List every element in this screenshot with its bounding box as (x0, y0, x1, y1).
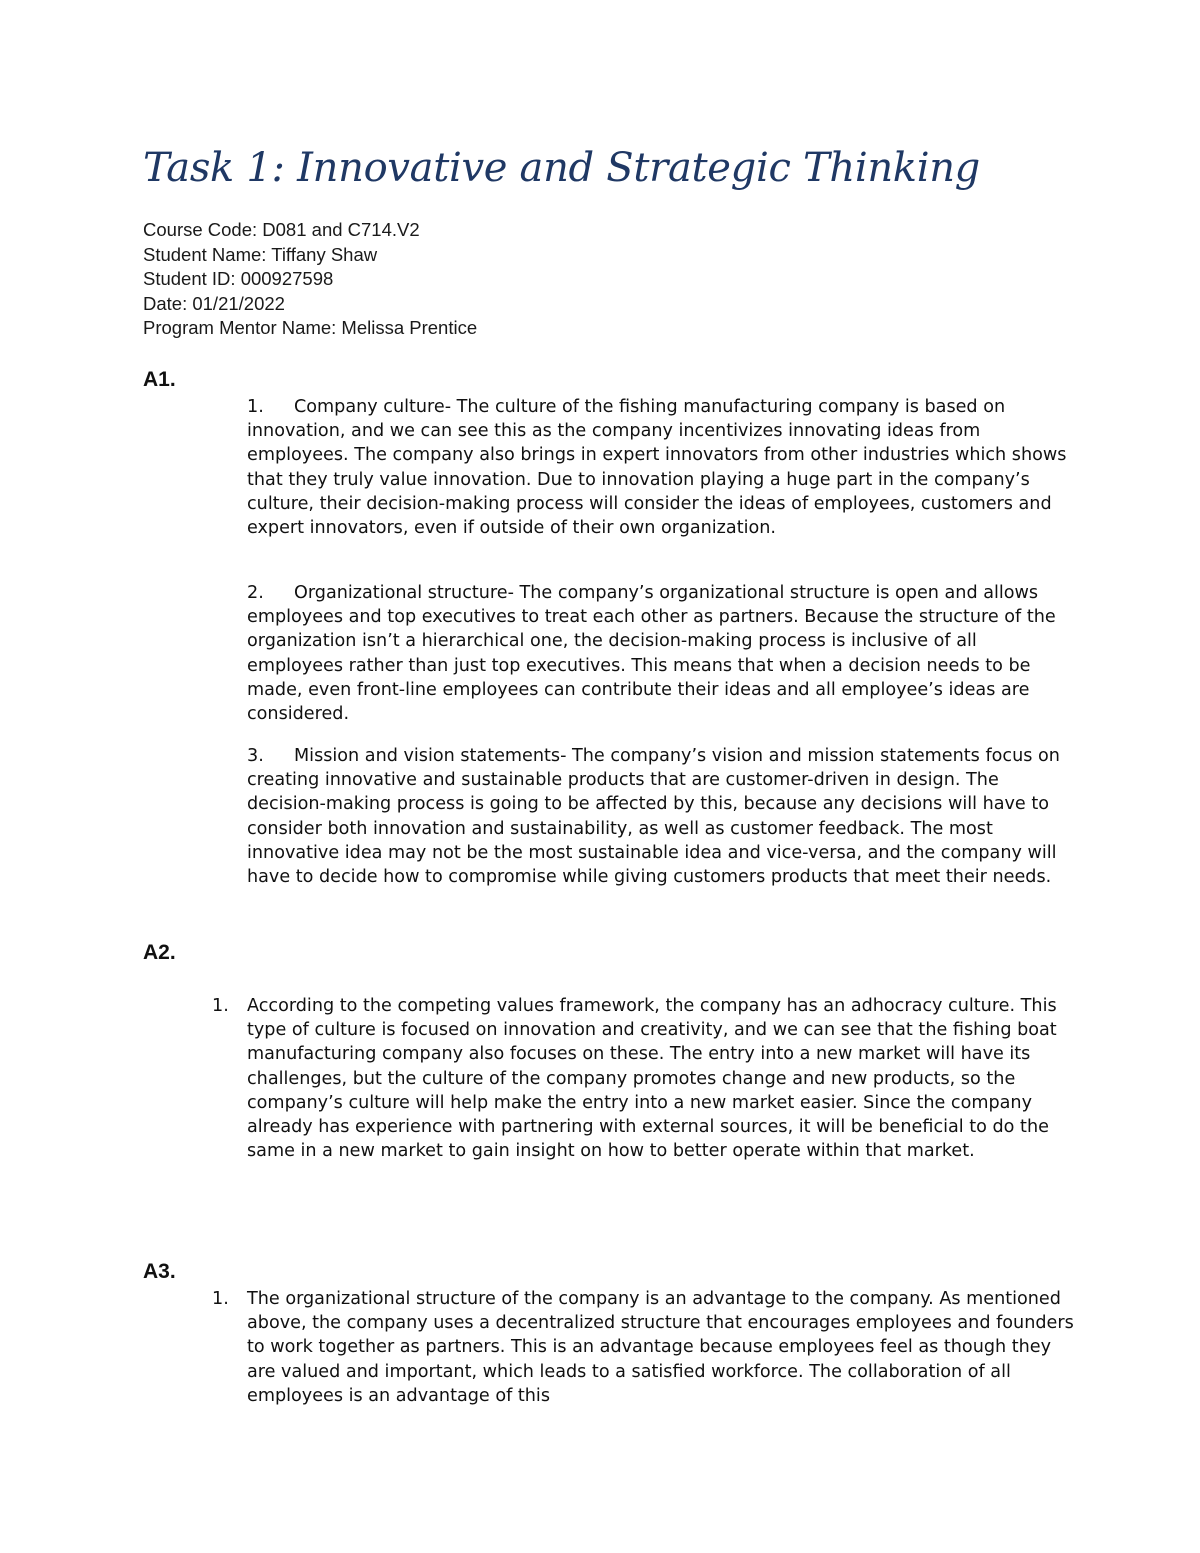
a2-item-1-text: According to the competing values framework, the company has an adhocracy culture. This type of culture is focused on innovation and creativity, and we can see that the fishing boat manufacturing company also focuses on these. The entry into a new market will have its challenges, but the culture of the company promotes change and new products, so the company’s culture will help make the entry into a new market easier. Since the company already has experience with partnering with external sources, it will be beneficial to do the same in a new market to gain insight on how to better operate within that market. (247, 996, 1057, 1162)
a1-item-2-number: 2. (247, 583, 264, 603)
section-heading-a1: A1. (143, 368, 176, 391)
student-name: Student Name: Tiffany Shaw (143, 243, 378, 265)
a1-item-1-number: 1. (247, 397, 264, 417)
program-mentor: Program Mentor Name: Melissa Prentice (143, 317, 478, 338)
document-metadata (143, 218, 477, 341)
student-id: Student ID: 000927598 (143, 268, 334, 289)
course-code: Course Code: D081 and C714.V2 (143, 219, 420, 240)
section-heading-a2: A2. (143, 941, 176, 964)
a3-item-1-text: The organizational structure of the company is an advantage to the company. As mentioned above, the company uses a decentralized structure that encourages employees and founders to work together as partners. This is an advantage because employees feel as though they are valued and important, which leads to a satisfied workforce. The collaboration of all employees is an advantage of this (247, 1289, 1074, 1406)
a1-item-3-text: Mission and vision statements- The company’s vision and mission statements focus on creating innovative and sustainable products that are customer-driven in design. The decision-making process is going to be affected by this, because any decisions will have to consider both innovation and sustainability, as well as customer feedback. The most innovative idea may not be the most sustainable idea and vice-versa, and the company will have to decide how to compromise while giving customers products that meet their needs. (247, 746, 1060, 888)
a1-item-1-text: Company culture- The culture of the fishing manufacturing company is based on innovation, and we can see this as the company incentivizes innovating ideas from employees. The company also brings in expert innovators from other industries which shows that they truly value innovation. Due to innovation playing a huge part in the company’s culture, their decision-making process will consider the ideas of employees, customers and expert innovators, even if outside of their own organization. (247, 397, 1067, 539)
a1-item-3 (247, 744, 1077, 889)
a1-item-2 (247, 581, 1077, 726)
a1-item-3-number: 3. (247, 746, 264, 766)
document-title: Task 1: Innovative and Strategic Thinking (143, 145, 980, 191)
a2-item-1-number: 1. (212, 996, 229, 1016)
section-heading-a3: A3. (143, 1260, 176, 1283)
date: Date: 01/21/2022 (143, 292, 285, 314)
a1-item-2-text: Organizational structure- The company’s organizational structure is open and allows employees and top executives to treat each other as partners. Because the structure of the organization isn’t a hierarchical one, the decision-making process is inclusive of all employees rather than just top executives. This means that when a decision needs to be made, even front-line employees can contribute their ideas and all employee’s ideas are considered. (247, 583, 1056, 725)
a1-item-1 (247, 395, 1077, 540)
a3-item-1-number: 1. (212, 1289, 229, 1309)
